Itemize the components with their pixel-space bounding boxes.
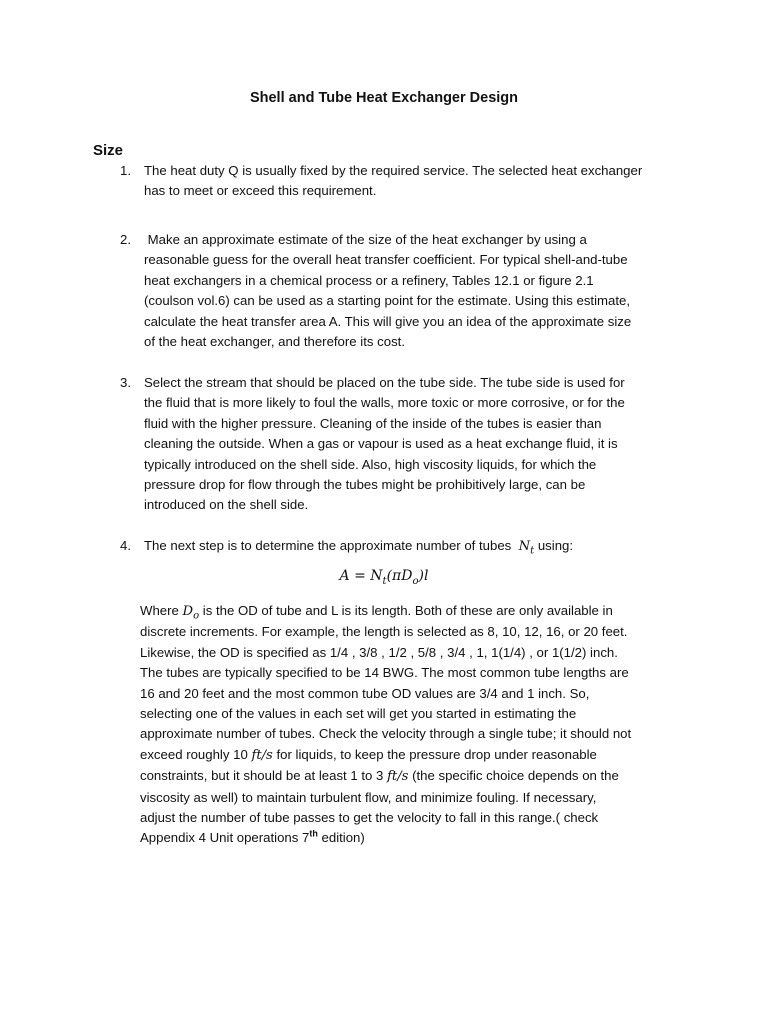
text-line: has to meet or exceed this requirement. <box>144 183 377 199</box>
text-line <box>140 828 700 848</box>
text-run: exceed roughly 10 <box>140 746 252 762</box>
list-item-text <box>144 373 680 516</box>
text-line: fluid with the higher pressure. Cleaning of the inside of the tubes is easier than <box>144 415 602 431</box>
equation-subscript: o <box>412 575 419 587</box>
unit-ft-per-s: ft/s <box>251 747 273 763</box>
text-run: Appendix 4 Unit operations 7 <box>140 830 310 846</box>
text-line: pressure drop for flow through the tubes might be prohibitively large, can be <box>144 477 586 493</box>
text-line: cleaning the outside. When a gas or vapour is used as a heat exchange fluid, it is <box>144 436 618 452</box>
text-line <box>140 601 700 622</box>
list-item <box>120 536 680 557</box>
math-symbol <box>518 539 535 557</box>
text-line <box>144 536 680 557</box>
text-line <box>140 745 700 766</box>
text-line: selecting one of the values in each set will get you started in estimating the <box>140 706 577 722</box>
text-line: viscosity as well) to maintain turbulent flow, and minimize fouling. If necessary, <box>140 789 597 805</box>
text-line: introduced on the shell side. <box>144 497 309 513</box>
text-line: adjust the number of tube passes to get the velocity to fall in this range.( check <box>140 810 599 826</box>
list-item-text <box>144 536 680 557</box>
equation-end: )l <box>418 568 429 584</box>
text-line: the fluid that is more likely to foul the walls, more toxic or more corrosive, or for the <box>144 395 625 411</box>
equation-symbol: N <box>370 568 383 584</box>
superscript-th: th <box>309 829 318 840</box>
symbol-subscript: t <box>530 545 535 557</box>
text-line: heat exchangers in a chemical process or a refinery, Tables 12.1 or figure 2.1 <box>144 272 594 288</box>
text-line: approximate number of tubes. Check the velocity through a single tube; it should not <box>140 726 632 742</box>
unit-ft-per-s: ft/s <box>387 769 409 785</box>
text-line: 16 and 20 feet and the most common tube OD values are 3/4 and 1 inch. So, <box>140 685 590 701</box>
text-run: using: <box>534 538 574 553</box>
text-run: constraints, but it should be at least 1 to 3 <box>140 768 388 784</box>
text-line: The heat duty Q is usually fixed by the required service. The selected heat exchanger <box>144 163 643 178</box>
list-item-text <box>144 161 680 202</box>
list-item-text <box>144 230 680 352</box>
list-item-number: 3. <box>120 375 131 390</box>
document-title: Shell and Tube Heat Exchanger Design <box>249 90 519 106</box>
symbol-d: D <box>182 604 194 619</box>
symbol-subscript: o <box>193 610 200 622</box>
list-item <box>120 230 680 352</box>
text-line: of the heat exchanger, and therefore its cost. <box>144 334 405 350</box>
list-item-number: 2. <box>120 232 131 247</box>
section-heading: Size <box>93 142 124 159</box>
text-run: The next step is to determine the approximate number of tubes <box>144 538 515 553</box>
text-line: reasonable guess for the overall heat transfer coefficient. For typical shell-and-tube <box>144 252 628 268</box>
list-item-number: 4. <box>120 538 131 553</box>
text-run: edition) <box>317 830 365 846</box>
text-run: for liquids, to keep the pressure drop under reasonable <box>272 746 597 762</box>
equation-middle: (πD <box>386 568 413 584</box>
text-line: Select the stream that should be placed on the tube side. The tube side is used for <box>144 375 625 390</box>
text-line: typically introduced on the shell side. Also, high viscosity liquids, for which the <box>144 456 597 472</box>
text-line: Likewise, the OD is specified as 1/4 , 3/8 , 1/2 , 5/8 , 3/4 , 1, 1(1/4) , or 1(1/2) inch. <box>140 644 618 660</box>
list-item <box>120 161 680 202</box>
text-line: Make an approximate estimate of the size of the heat exchanger by using a <box>144 232 587 247</box>
text-run: (the specific choice depends on the <box>408 768 619 784</box>
math-symbol <box>182 604 200 622</box>
tube-count-equation <box>0 568 768 587</box>
text-run: Where <box>140 603 183 618</box>
text-line <box>140 766 700 787</box>
text-line: discrete increments. For example, the length is selected as 8, 10, 12, 16, or 20 feet. <box>140 624 628 640</box>
text-run: is the OD of tube and L is its length. Both of these are only available in <box>199 603 613 618</box>
text-line: calculate the heat transfer area A. This will give you an idea of the approximate size <box>144 313 632 329</box>
text-line: The tubes are typically specified to be 14 BWG. The most common tube lengths are <box>140 665 629 681</box>
equation-subscript: t <box>382 575 387 587</box>
equation-lhs: A = <box>339 568 371 584</box>
symbol-n: N <box>518 539 531 554</box>
list-item-number: 1. <box>120 163 131 178</box>
text-line: (coulson vol.6) can be used as a starting point for the estimate. Using this estimate, <box>144 293 630 309</box>
explanation-paragraph <box>140 601 700 849</box>
list-item <box>120 373 680 516</box>
